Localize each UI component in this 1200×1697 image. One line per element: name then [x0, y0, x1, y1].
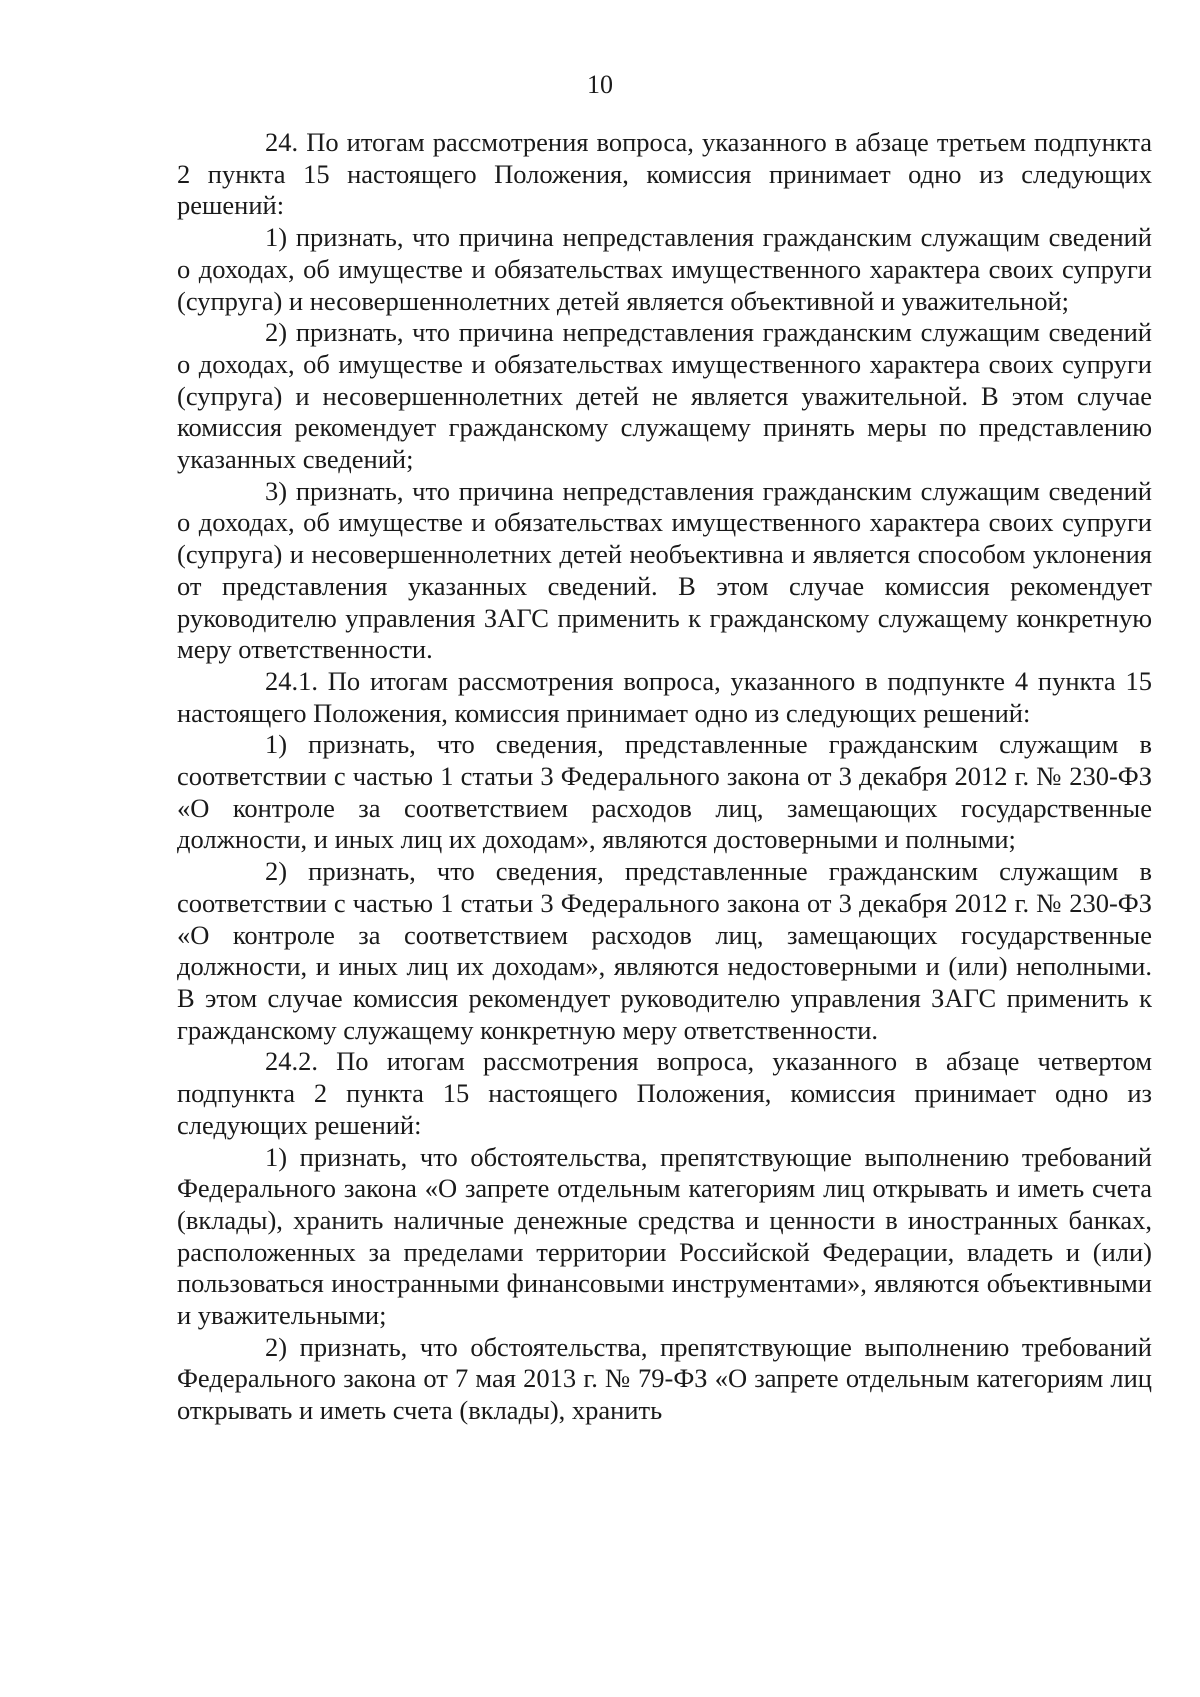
paragraph-24-2: 24.2. По итогам рассмотрения вопроса, указанного в абзаце четвертом подпункта 2 пункта 15 настоящего Положения, комиссия принимает одно из следующих решений: — [177, 1046, 1152, 1140]
paragraph-24-1: 24.1. По итогам рассмотрения вопроса, указанного в подпункте 4 пункта 15 настоящего Положения, комиссия принимает одно из следующих решений: — [177, 665, 1152, 728]
paragraph-24-2-item-1: 1) признать, что обстоятельства, препятствующие выполнению требований Федерального закона «О запрете отдельным категориям лиц открывать и иметь счета (вклады), хранить наличные денежные средства и ценности в иностранных банках, расположенных за пределами территории Российской Федерации, владеть и (или) пользоваться иностранными финансовыми инструментами», являются объективными и уважительными; — [177, 1141, 1152, 1331]
paragraph-24-item-3: 3) признать, что причина непредставления гражданским служащим сведений о доходах, об имуществе и обязательствах имущественного характера своих супруги (супруга) и несовершеннолетних детей необъективна и является способом уклонения от представления указанных сведений. В этом случае комиссия рекомендует руководителю управления ЗАГС применить к гражданскому служащему конкретную меру ответственности. — [177, 475, 1152, 665]
paragraph-24-1-item-2: 2) признать, что сведения, представленные гражданским служащим в соответствии с частью 1 статьи 3 Федерального закона от 3 декабря 2012 г. № 230-ФЗ «О контроле за соответствием расходов лиц, замещающих государственные должности, и иных лиц их доходам», являются недостоверными и (или) неполными. В этом случае комиссия рекомендует руководителю управления ЗАГС применить к гражданскому служащему конкретную меру ответственности. — [177, 856, 1152, 1045]
paragraph-24-item-2: 2) признать, что причина непредставления гражданским служащим сведений о доходах, об имуществе и обязательствах имущественного характера своих супруги (супруга) и несовершеннолетних детей не является уважительной. В этом случае комиссия рекомендует гражданскому служащему принять меры по представлению указанных сведений; — [177, 317, 1152, 475]
document-body — [177, 127, 1152, 1427]
paragraph-24-item-1: 1) признать, что причина непредставления гражданским служащим сведений о доходах, об имуществе и обязательствах имущественного характера своих супруги (супруга) и несовершеннолетних детей является объективной и уважительной; — [177, 222, 1152, 316]
paragraph-24-1-item-1: 1) признать, что сведения, представленные гражданским служащим в соответствии с частью 1 статьи 3 Федерального закона от 3 декабря 2012 г. № 230-ФЗ «О контроле за соответствием расходов лиц, замещающих государственные должности, и иных лиц их доходам», являются достоверными и полными; — [177, 729, 1152, 855]
paragraph-24: 24. По итогам рассмотрения вопроса, указанного в абзаце третьем подпункта 2 пункта 15 настоящего Положения, комиссия принимает одно из следующих решений: — [177, 127, 1152, 221]
page-number: 10 — [587, 70, 613, 99]
paragraph-24-2-item-2: 2) признать, что обстоятельства, препятствующие выполнению требований Федерального закона от 7 мая 2013 г. № 79-ФЗ «О запрете отдельным категориям лиц открывать и иметь счета (вклады), хранить — [177, 1331, 1152, 1426]
